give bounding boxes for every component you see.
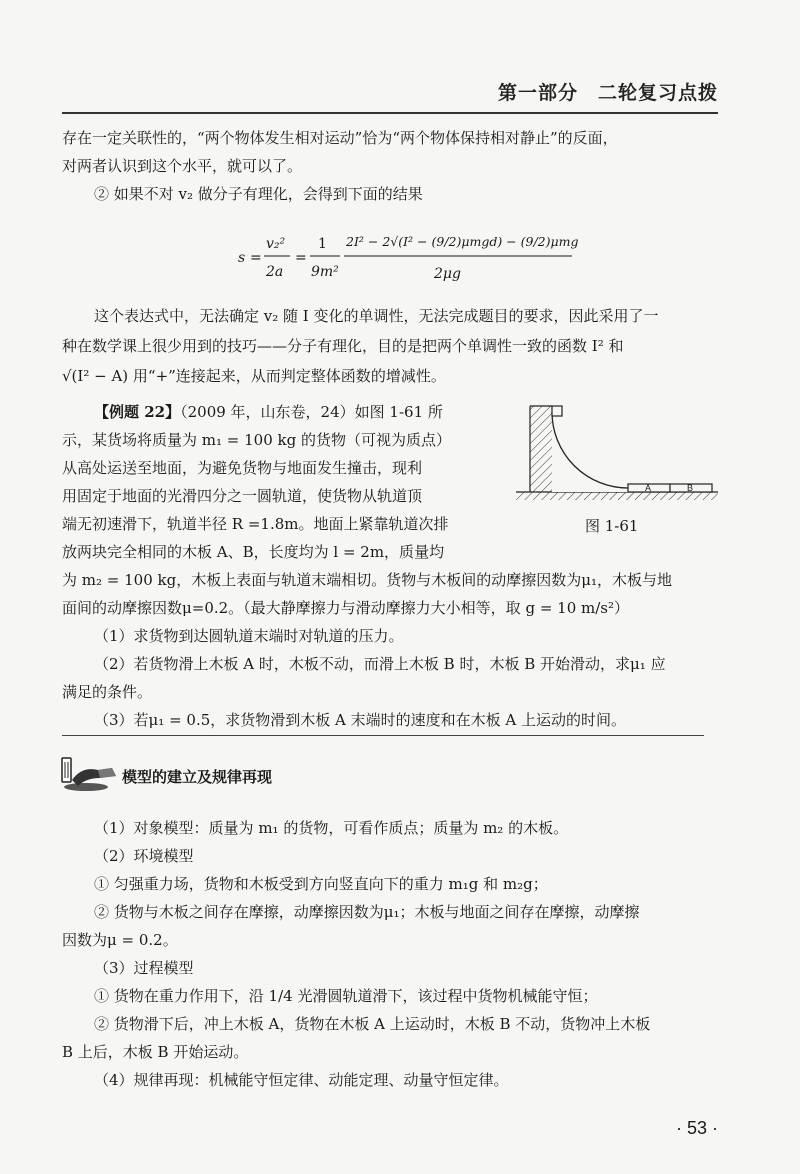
formula-frac1-num: v₂² — [266, 236, 286, 252]
example-line-1 — [62, 398, 534, 426]
running-header: 第一部分 二轮复习点拨 — [497, 82, 718, 104]
example-line-7: 为 m₂ = 100 kg，木板上表面与轨道末端相切。货物与木板间的动摩擦因数为μ₁，木板与地 — [62, 571, 672, 589]
formula-big-num: 2I² − 2√(I² − (9/2)μmgd) − (9/2)μmgd — [346, 234, 578, 249]
example-line-8: 面间的动摩擦因数μ=0.2。（最大静摩擦力与滑动摩擦力大小相等，取 g = 10 m/s²） — [62, 599, 629, 617]
example-line-4: 用固定于地面的光滑四分之一圆轨道，使货物从轨道顶 — [62, 487, 423, 505]
formula-big-den: 2μg — [434, 266, 461, 282]
example-line-1-rest: （2009 年，山东卷，24）如图 1-61 所 — [180, 403, 443, 421]
question-3: （3）若μ₁ = 0.5，求货物滑到木板 A 末端时的速度和在木板 A 上运动的时间。 — [94, 711, 627, 729]
cargo-block — [552, 406, 562, 416]
track-support — [530, 406, 552, 492]
model-line-6: （3）过程模型 — [94, 959, 194, 977]
explain-line-3: √(I² − A) 用“+”连接起来，从而判定整体函数的增减性。 — [62, 367, 446, 385]
svg-text:=: = — [250, 250, 262, 266]
section-title: 模型的建立及规律再现 — [122, 768, 273, 786]
explain-line-1: 这个表达式中，无法确定 v₂ 随 I 变化的单调性，无法完成题目的要求，因此采用了一 — [94, 307, 659, 325]
model-line-1: （1）对象模型：质量为 m₁ 的货物，可看作质点；质量为 m₂ 的木板。 — [94, 819, 569, 837]
example-line-5: 端无初速滑下，轨道半径 R =1.8m。地面上紧靠轨道次排 — [62, 515, 449, 533]
section-divider — [62, 735, 704, 736]
model-line-2: （2）环境模型 — [94, 847, 194, 865]
formula-s — [238, 218, 578, 296]
model-line-8: ② 货物滑下后，冲上木板 A，货物在木板 A 上运动时，木板 B 不动，货物冲上木板 — [94, 1015, 651, 1033]
page-number: · 53 · — [675, 1118, 718, 1138]
model-line-7: ① 货物在重力作用下，沿 1/4 光滑圆轨道滑下，该过程中货物机械能守恒； — [94, 987, 598, 1005]
example-line-3: 从高处运送至地面，为避免货物与地面发生撞击，现利 — [62, 459, 423, 477]
figure-caption: 图 1-61 — [585, 517, 639, 535]
intro-line-2: 对两者认识到这个水平，就可以了。 — [62, 157, 303, 175]
board-a-label: A — [645, 483, 652, 493]
model-line-5: 因数为μ = 0.2。 — [62, 931, 178, 949]
ground-hatch — [516, 492, 718, 500]
explain-line-2: 种在数学课上很少用到的技巧——分子有理化，目的是把两个单调性一致的函数 I² 和 — [62, 337, 624, 355]
example-line-2: 示，某货场将质量为 m₁ = 100 kg 的货物（可视为质点） — [62, 431, 451, 449]
figure-1-61 — [512, 402, 724, 508]
svg-text:=: = — [295, 250, 307, 266]
desk-lamp-icon — [60, 752, 124, 794]
formula-lhs: s — [238, 250, 246, 266]
board-b-label: B — [687, 483, 694, 493]
question-1: （1）求货物到达圆轨道末端时对轨道的压力。 — [94, 627, 404, 645]
formula-frac2-num: 1 — [318, 236, 327, 252]
example-line-6: 放两块完全相同的木板 A、B，长度均为 l = 2m，质量均 — [62, 543, 445, 561]
model-line-10: （4）规律再现：机械能守恒定律、动能定理、动量守恒定律。 — [94, 1071, 509, 1089]
question-2-line-2: 满足的条件。 — [62, 683, 153, 701]
example-label: 【例题 22】 — [94, 403, 181, 421]
formula-frac1-den: 2a — [266, 264, 284, 280]
intro-line-1: 存在一定关联性的，“两个物体发生相对运动”恰为“两个物体保持相对静止”的反面， — [62, 129, 618, 147]
model-line-3: ① 匀强重力场，货物和木板受到方向竖直向下的重力 m₁g 和 m₂g； — [94, 875, 548, 893]
model-line-9: B 上后，木板 B 开始运动。 — [62, 1043, 249, 1061]
question-2-line-1: （2）若货物滑上木板 A 时，木板不动，而滑上木板 B 时，木板 B 开始滑动，求μ₁ 应 — [94, 655, 666, 673]
model-line-4: ② 货物与木板之间存在摩擦，动摩擦因数为μ₁；木板与地面之间存在摩擦，动摩擦 — [94, 903, 640, 921]
header-rule — [62, 112, 718, 114]
point-2-text: ② 如果不对 v₂ 做分子有理化，会得到下面的结果 — [94, 185, 423, 203]
formula-frac2-den: 9m² — [311, 264, 339, 280]
